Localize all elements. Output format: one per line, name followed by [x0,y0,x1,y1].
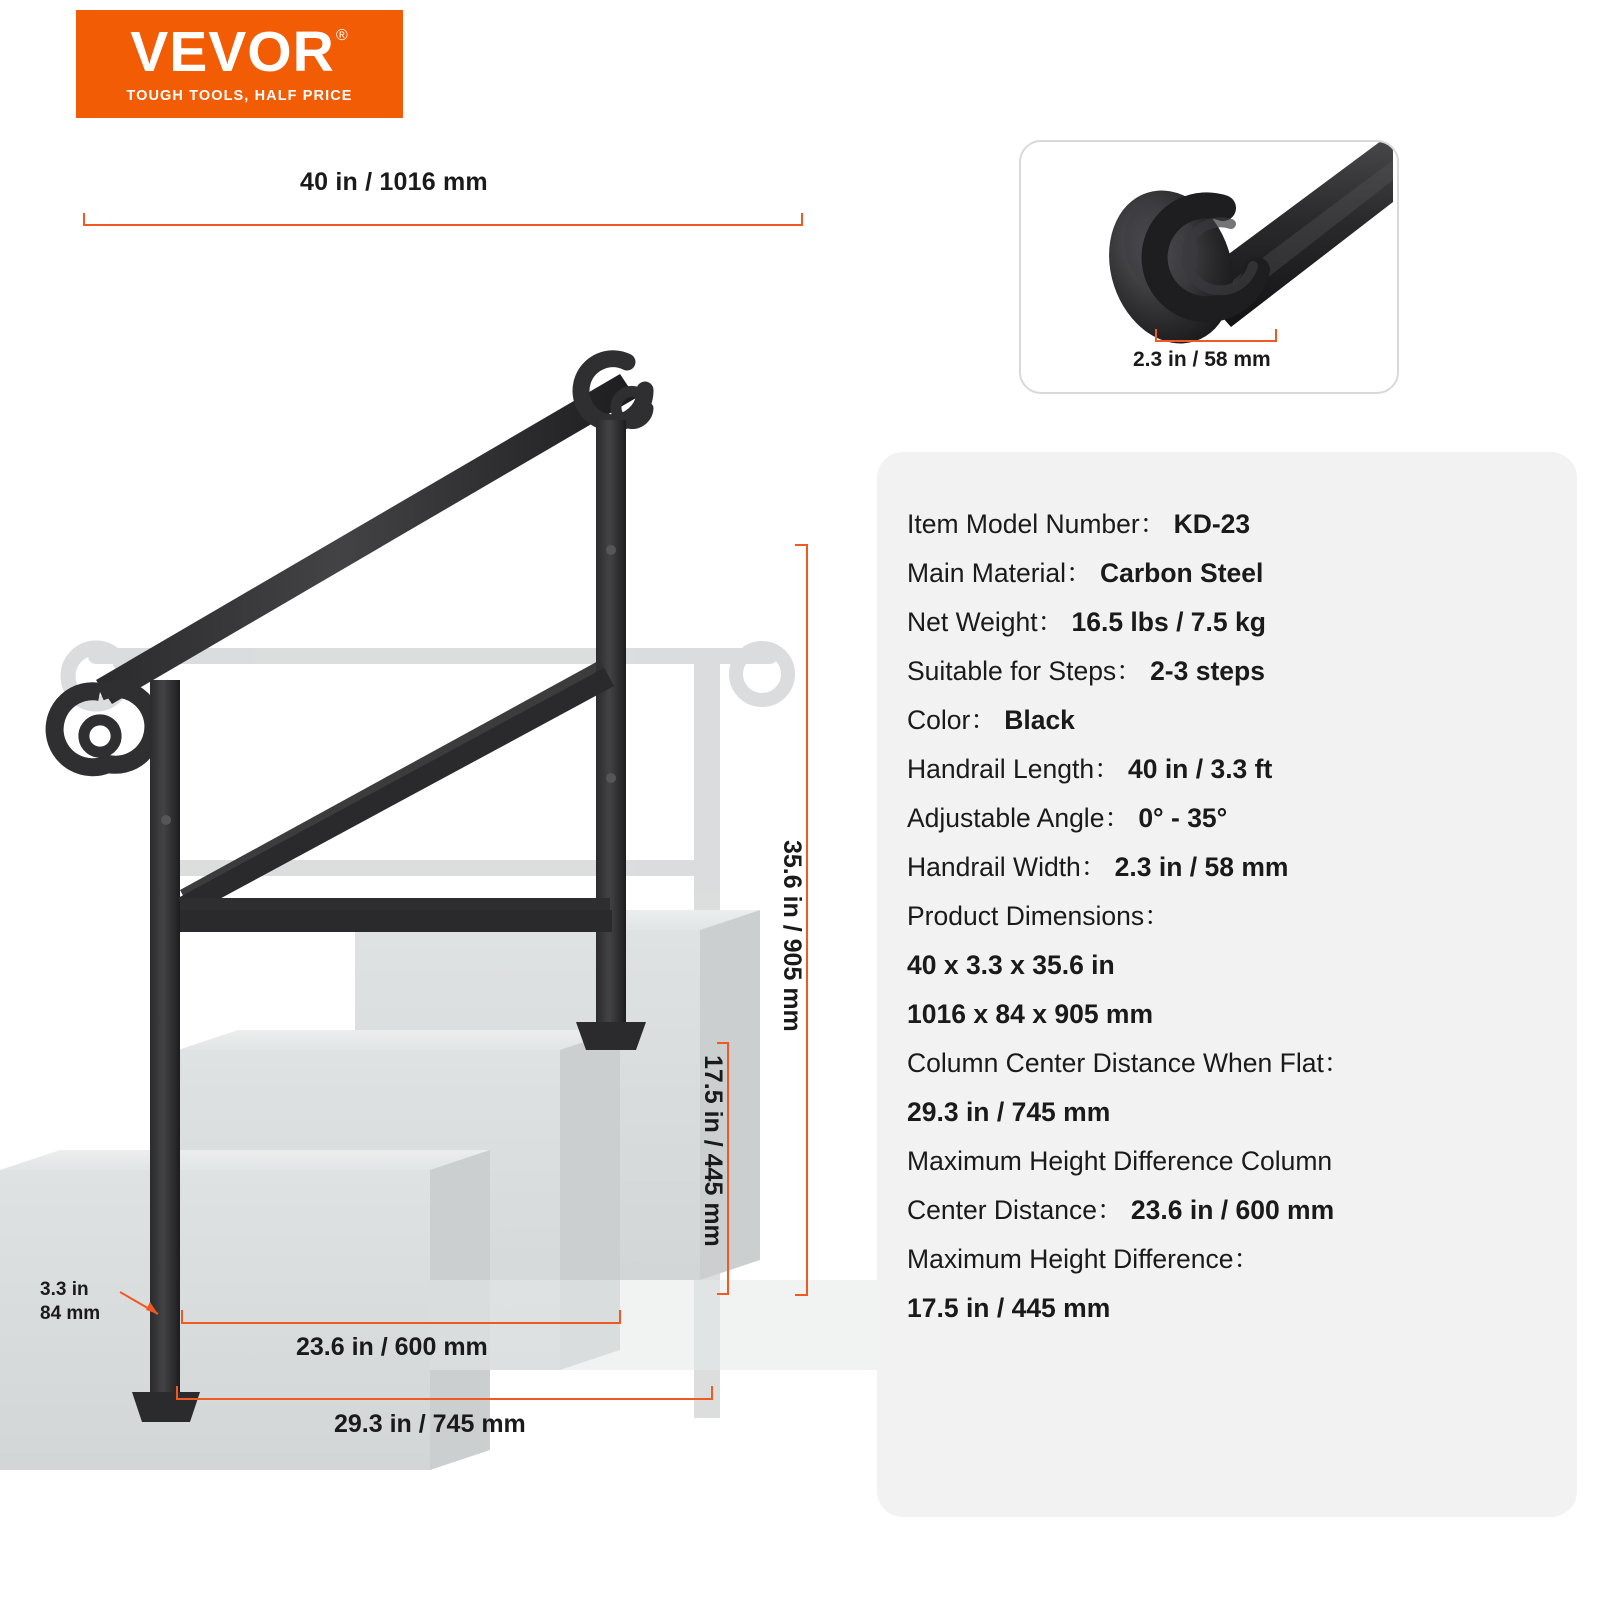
brand-tagline: TOUGH TOOLS, HALF PRICE [126,88,353,104]
spec-value: 40 in / 3.3 ft [1127,754,1273,784]
spec-value: 29.3 in / 745 mm [907,1097,1111,1127]
spec-label: Item Model Number： [907,509,1167,539]
spec-value: KD-23 [1173,509,1251,539]
dimension-post-width-in: 3.3 in [40,1279,89,1300]
inset-dimension-label: 2.3 in / 58 mm [1133,348,1271,371]
spec-value: 2.3 in / 58 mm [1114,852,1289,882]
spec-row [907,1235,1567,1284]
spec-label: Suitable for Steps： [907,656,1143,686]
spec-value: Carbon Steel [1099,558,1264,588]
spec-row [907,794,1567,843]
spec-label: Product Dimensions： [907,901,1171,931]
spec-row [907,1137,1567,1186]
inset-dimension-line [1155,340,1277,342]
spec-row [907,745,1567,794]
spec-value: 23.6 in / 600 mm [1130,1195,1335,1225]
spec-row [907,1039,1567,1088]
spec-label: Maximum Height Difference Column [907,1146,1333,1176]
spec-value: 1016 x 84 x 905 mm [907,999,1154,1029]
spec-label: Maximum Height Difference： [907,1244,1260,1274]
spec-row [907,1186,1567,1235]
spec-label: Column Center Distance When Flat： [907,1048,1351,1078]
dimension-outer-span: 29.3 in / 745 mm [334,1410,526,1438]
dimension-inner-span: 23.6 in / 600 mm [296,1333,488,1361]
dimension-outer-span-line [176,1398,713,1400]
spec-row [907,1088,1567,1137]
brand-name [130,20,349,84]
spec-label: Adjustable Angle： [907,803,1131,833]
spec-row [907,598,1567,647]
spec-row [907,696,1567,745]
spec-row [907,1284,1567,1333]
specification-panel [877,452,1577,1517]
dimension-post-width-mm: 84 mm [40,1302,101,1324]
dimension-inner-span-line [181,1322,621,1324]
spec-value: 17.5 in / 445 mm [907,1293,1111,1323]
spec-label: Main Material： [907,558,1093,588]
spec-row [907,549,1567,598]
spec-row [907,843,1567,892]
spec-label: Net Weight： [907,607,1065,637]
spec-row [907,990,1567,1039]
spec-label: Color： [907,705,997,735]
spec-label: Handrail Length： [907,754,1121,784]
specification-list [907,500,1567,1333]
dimension-top-width-line [83,224,803,226]
dimension-post-width [40,1278,100,1326]
spec-row [907,941,1567,990]
dimension-total-height-line [806,544,808,1296]
spec-value: 0° - 35° [1138,803,1228,833]
spec-label: Center Distance： [907,1195,1124,1225]
registered-mark: ® [335,27,349,44]
spec-row [907,500,1567,549]
spec-row [907,892,1567,941]
spec-value: 2-3 steps [1150,656,1265,686]
spec-value: 40 x 3.3 x 35.6 in [907,950,1115,980]
dimension-top-width: 40 in / 1016 mm [300,168,488,196]
dimension-post-width-arrow-icon [118,1288,166,1318]
spec-value: Black [1004,705,1075,735]
dimension-height-difference-line [727,1042,729,1295]
dimension-height-difference: 17.5 in / 445 mm [699,1055,727,1247]
brand-logo [76,10,403,118]
spec-label: Handrail Width： [907,852,1108,882]
dimension-total-height: 35.6 in / 905 mm [778,840,806,1032]
brand-name-text: VEVOR [130,20,335,84]
spec-row [907,647,1567,696]
spec-value: 16.5 lbs / 7.5 kg [1071,607,1266,637]
